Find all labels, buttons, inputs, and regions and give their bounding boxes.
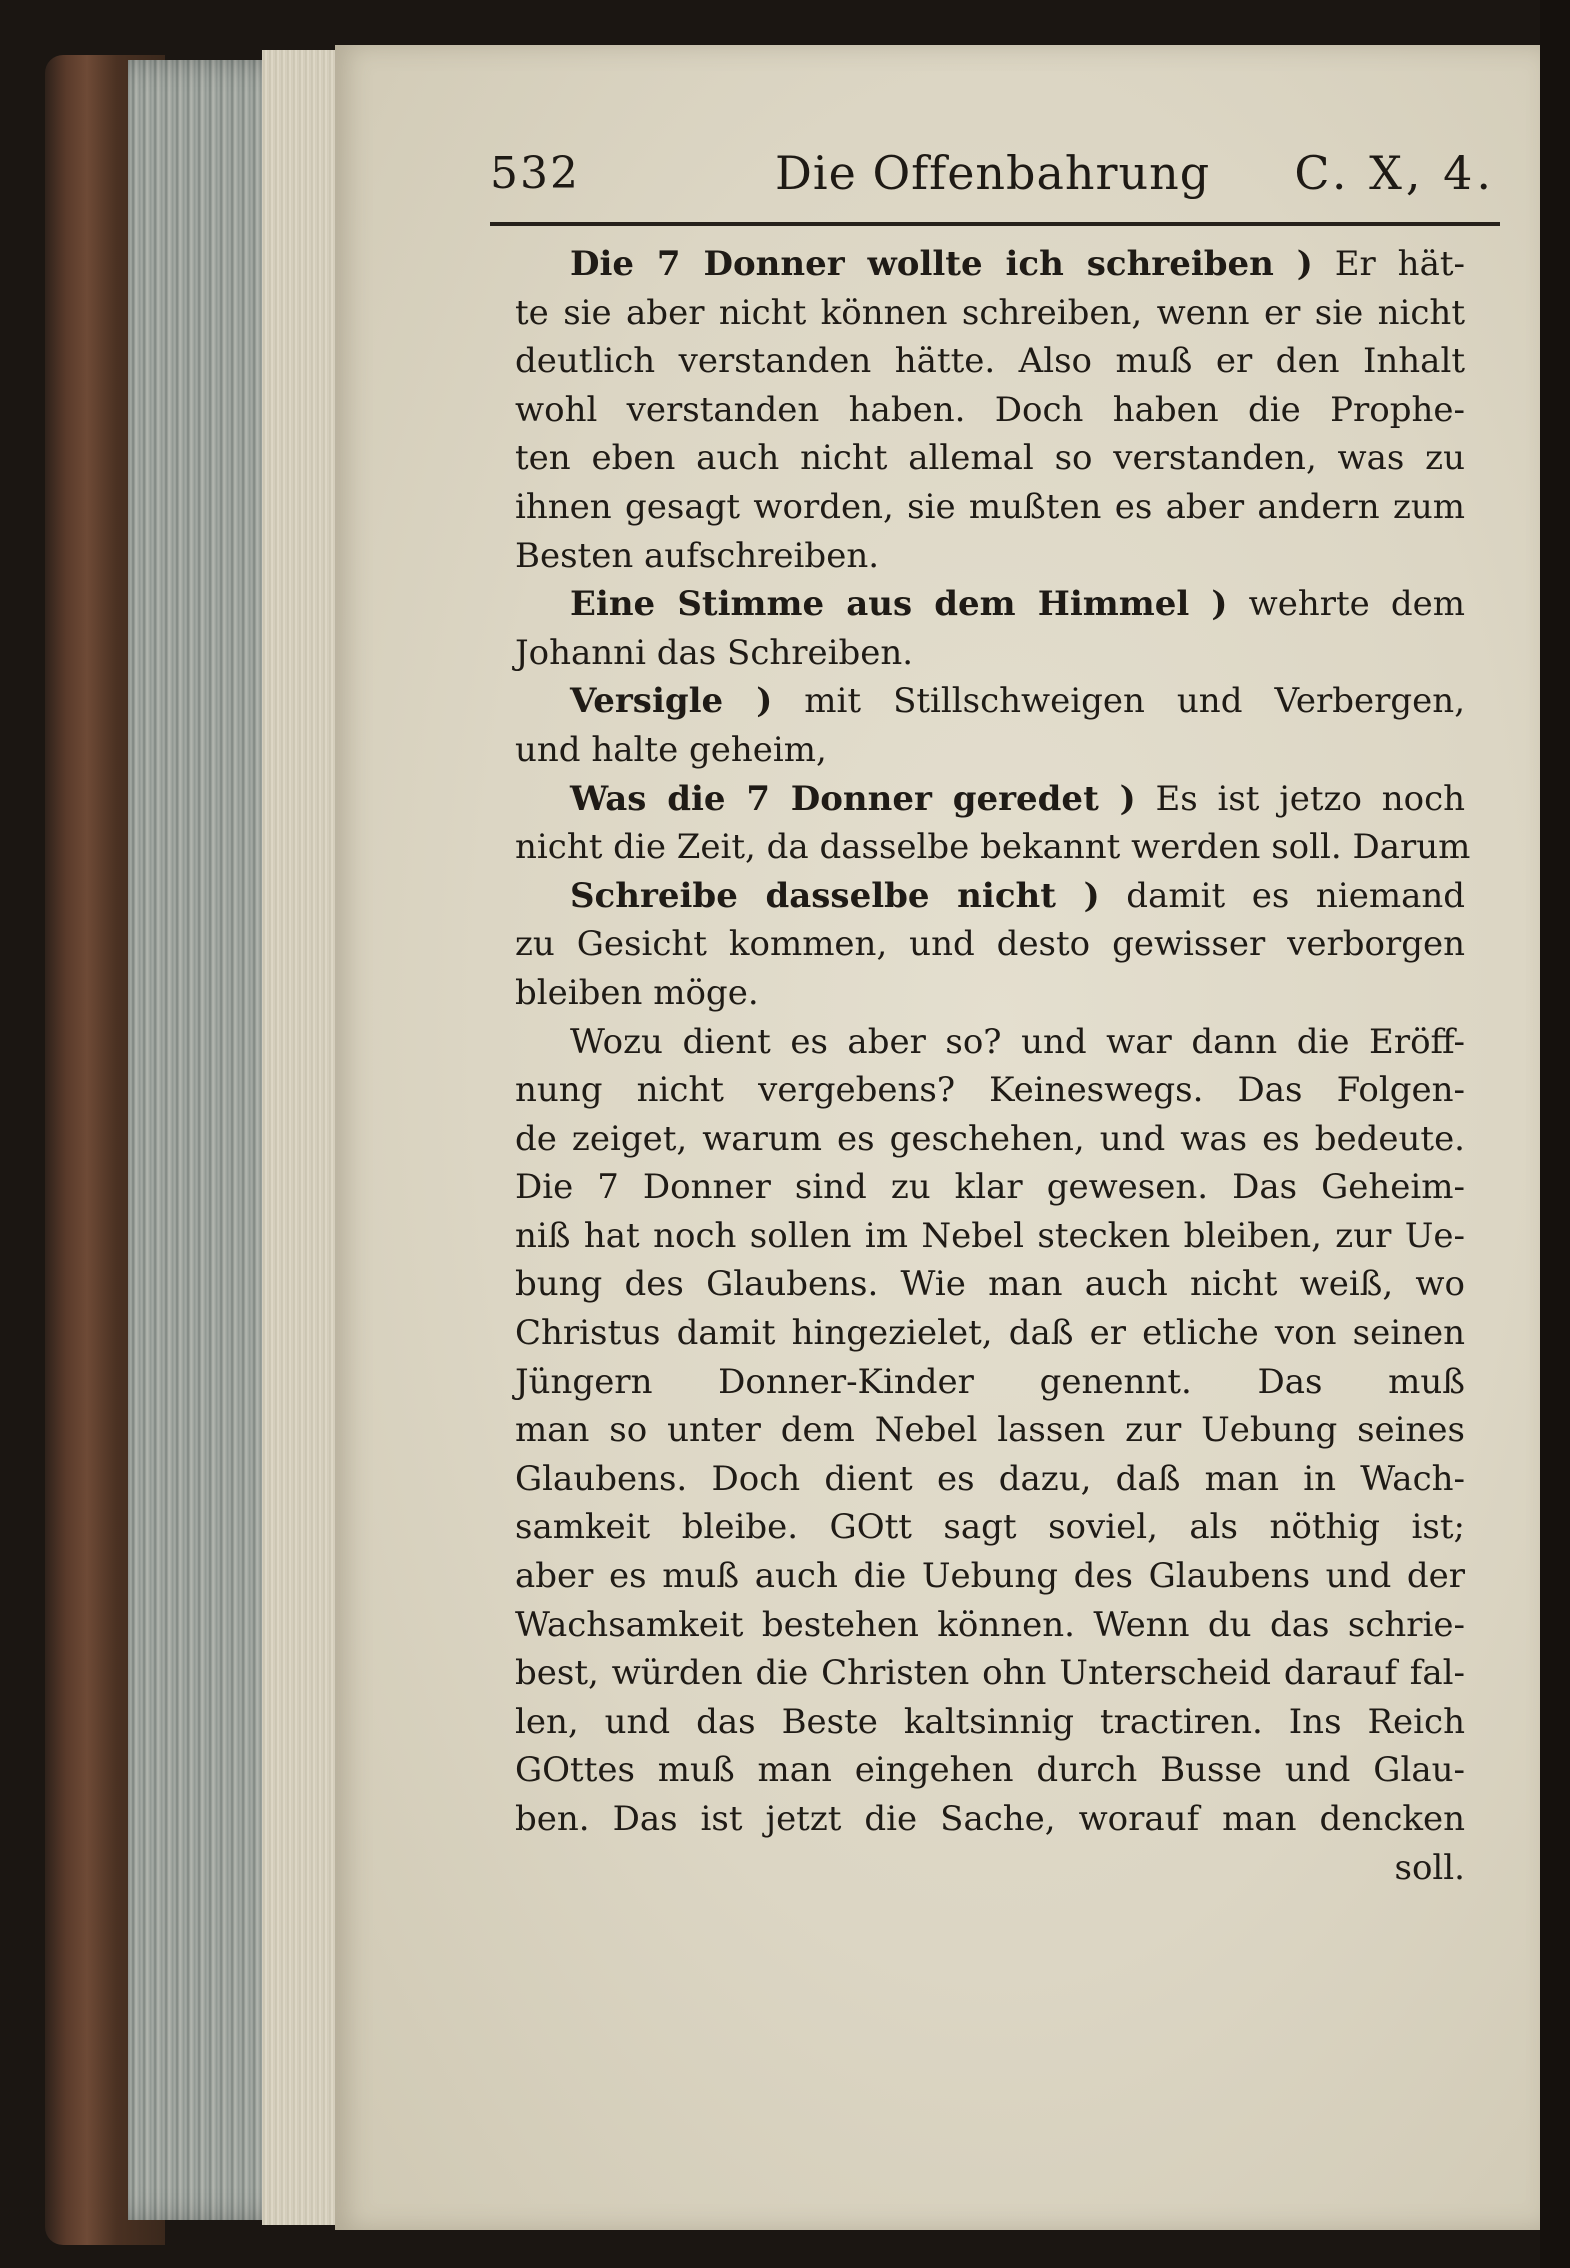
line-text: bleiben möge. <box>515 972 759 1013</box>
text-line <box>515 1649 1465 1698</box>
text-line <box>515 1503 1465 1552</box>
line-text: ten eben auch nicht allemal so verstanden, was zu <box>515 438 1465 479</box>
text-line <box>515 969 1465 1018</box>
text-line <box>515 434 1465 483</box>
lemma: Eine Stimme aus dem Himmel ) <box>570 584 1228 625</box>
line-text: niß hat noch sollen im Nebel stecken bleiben, zur Ue- <box>515 1215 1465 1256</box>
text-line <box>515 775 1465 824</box>
line-text: Besten aufschreiben. <box>515 535 880 576</box>
text-line <box>515 1309 1465 1358</box>
line-text: ben. Das ist jetzt die Sache, worauf man dencken <box>515 1799 1465 1839</box>
text-line <box>515 1844 1465 1893</box>
running-title: Die Offenbahrung <box>775 146 1211 200</box>
line-text: Johanni das Schreiben. <box>515 632 914 673</box>
line-text: ihnen gesagt worden, sie mußten es aber andern zum <box>515 486 1465 527</box>
line-text: Es ist jetzo noch <box>1135 778 1466 819</box>
text-line <box>515 1455 1465 1504</box>
line-text: Wozu dient es aber so? und war dann die Eröff- <box>570 1021 1465 1062</box>
line-text: man so unter dem Nebel lassen zur Uebung seines <box>515 1410 1465 1451</box>
text-line <box>515 1115 1465 1164</box>
line-text: mit Stillschweigen und Verbergen, <box>772 681 1465 722</box>
text-line <box>515 1163 1465 1212</box>
line-text: Glaubens. Doch dient es dazu, daß man in Wach- <box>515 1458 1465 1499</box>
lemma: Schreibe dasselbe nicht ) <box>570 875 1100 916</box>
text-line <box>515 823 1471 872</box>
line-text: samkeit bleibe. GOtt sagt soviel, als nöthig ist; <box>515 1507 1465 1548</box>
text-line <box>515 1212 1465 1261</box>
text-line <box>515 386 1465 435</box>
text-line <box>515 1698 1465 1747</box>
text-line <box>515 1358 1465 1407</box>
line-text: Jüngern Donner-Kinder genennt. Das muß <box>515 1361 1465 1402</box>
page-number: 532 <box>490 148 580 199</box>
text-line <box>515 240 1465 289</box>
line-text: bung des Glaubens. Wie man auch nicht weiß, wo <box>515 1264 1465 1305</box>
text-line <box>515 629 1465 678</box>
text-line <box>515 1260 1465 1309</box>
line-text: wohl verstanden haben. Doch haben die Prophe- <box>515 389 1465 430</box>
line-text: aber es muß auch die Uebung des Glaubens und der <box>515 1556 1465 1597</box>
chapter-reference: C. X, 4. <box>1294 146 1495 200</box>
text-line <box>515 483 1465 532</box>
background-edge <box>1540 0 1570 2268</box>
running-head <box>490 142 1495 212</box>
text-line <box>515 532 1465 581</box>
text-line <box>515 726 1465 775</box>
line-text: wehrte dem <box>1227 584 1465 625</box>
line-text: Wachsamkeit bestehen können. Wenn du das schrie- <box>515 1604 1465 1645</box>
text-line <box>515 289 1465 338</box>
text-line <box>515 872 1465 921</box>
lemma: Was die 7 Donner geredet ) <box>570 778 1136 819</box>
line-text: Die 7 Donner sind zu klar gewesen. Das Geheim- <box>515 1167 1465 1208</box>
text-line <box>515 1066 1465 1115</box>
text-line <box>515 920 1465 969</box>
text-line <box>515 1406 1465 1455</box>
header-rule <box>490 222 1500 226</box>
page-edges-inner <box>262 50 342 2225</box>
text-line <box>515 1795 1465 1844</box>
line-text: deutlich verstanden hätte. Also muß er den Inhalt <box>515 341 1465 382</box>
text-line <box>515 1746 1465 1795</box>
lemma: Die 7 Donner wollte ich schreiben ) <box>570 244 1313 284</box>
line-text: len, und das Beste kaltsinnig tractiren. Ins Reich <box>515 1701 1465 1742</box>
line-text: zu Gesicht kommen, und desto gewisser verborgen <box>515 924 1465 965</box>
line-text: te sie aber nicht können schreiben, wenn er sie nicht <box>515 292 1465 333</box>
line-text: de zeiget, warum es geschehen, und was es bedeute. <box>515 1118 1465 1159</box>
line-text: nung nicht vergebens? Keineswegs. Das Folgen- <box>515 1070 1465 1111</box>
text-line <box>515 337 1465 386</box>
text-line <box>515 1601 1465 1650</box>
text-line <box>515 1552 1465 1601</box>
line-text: soll. <box>1394 1847 1465 1888</box>
body-text <box>515 240 1471 1892</box>
line-text: Er hät- <box>1312 244 1465 284</box>
line-text: best, würden die Christen ohn Unterscheid darauf fal- <box>515 1653 1465 1694</box>
line-text: nicht die Zeit, da dasselbe bekannt werden soll. Darum <box>515 827 1471 868</box>
lemma: Versigle ) <box>570 681 773 722</box>
line-text: und halte geheim, <box>515 729 827 770</box>
line-text: damit es niemand <box>1099 875 1465 916</box>
line-text: Christus damit hingezielet, daß er etliche von seinen <box>515 1313 1465 1354</box>
text-line <box>515 677 1465 726</box>
text-line <box>515 580 1465 629</box>
line-text: GOttes muß man eingehen durch Busse und Glau- <box>515 1750 1465 1791</box>
text-line <box>515 1018 1465 1067</box>
